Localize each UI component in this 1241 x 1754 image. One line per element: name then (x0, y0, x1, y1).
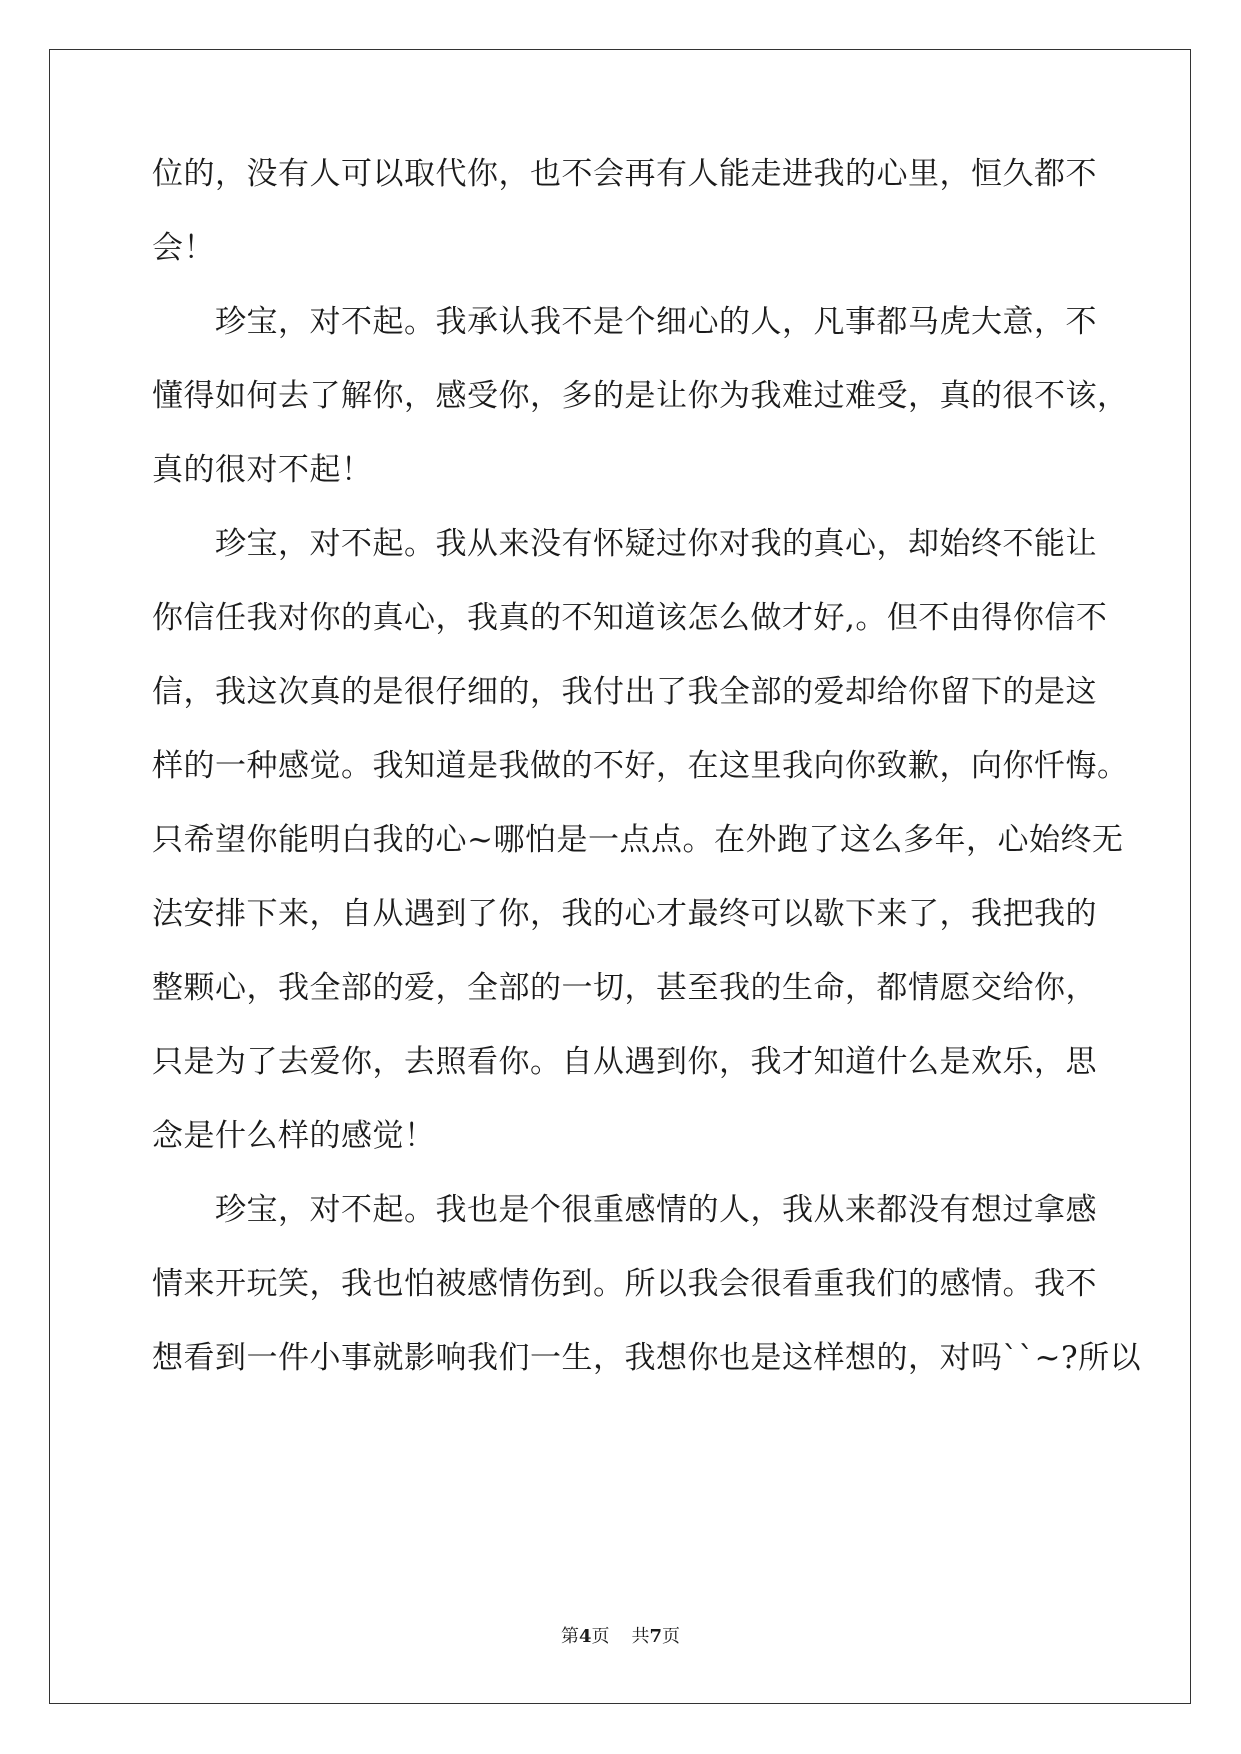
footer-page-suffix: 页 (591, 1626, 610, 1647)
text-line: 会！ (152, 230, 215, 266)
footer-prefix: 第 (560, 1626, 579, 1647)
text-line: 整颗心，我全部的爱，全部的一切，甚至我的生命，都情愿交给你， (152, 970, 1097, 1006)
paragraph-start-line: 珍宝，对不起。我承认我不是个细心的人，凡事都马虎大意，不 (215, 304, 1097, 340)
text-line: 只希望你能明白我的心~哪怕是一点点。在外跑了这么多年，心始终无 (152, 822, 1124, 858)
text-line: 样的一种感觉。我知道是我做的不好，在这里我向你致歉，向你忏悔。 (152, 748, 1129, 784)
total-pages-number: 7 (649, 1626, 663, 1647)
text-line: 念是什么样的感觉！ (152, 1118, 436, 1154)
page-border (49, 49, 1191, 1704)
text-line: 只是为了去爱你，去照看你。自从遇到你，我才知道什么是欢乐，思 (152, 1044, 1097, 1080)
footer-total-prefix: 共 (631, 1626, 650, 1647)
text-line: 法安排下来，自从遇到了你，我的心才最终可以歇下来了，我把我的 (152, 896, 1097, 932)
text-line: 情来开玩笑，我也怕被感情伤到。所以我会很看重我们的感情。我不 (152, 1266, 1097, 1302)
paragraph-start-line: 珍宝，对不起。我也是个很重感情的人，我从来都没有想过拿感 (215, 1192, 1097, 1228)
footer-total-suffix: 页 (662, 1626, 681, 1647)
current-page-number: 4 (578, 1626, 592, 1647)
text-line: 你信任我对你的真心，我真的不知道该怎么做才好,。但不由得你信不 (152, 600, 1108, 636)
text-line: 信，我这次真的是很仔细的，我付出了我全部的爱却给你留下的是这 (152, 674, 1097, 710)
text-line: 懂得如何去了解你，感受你，多的是让你为我难过难受，真的很不该， (152, 378, 1129, 414)
text-line: 真的很对不起！ (152, 452, 373, 488)
paragraph-start-line: 珍宝，对不起。我从来没有怀疑过你对我的真心，却始终不能让 (215, 526, 1097, 562)
text-line: 位的，没有人可以取代你，也不会再有人能走进我的心里，恒久都不 (152, 156, 1097, 192)
text-line: 想看到一件小事就影响我们一生，我想你也是这样想的，对吗``~?所以 (152, 1340, 1142, 1376)
page-footer (0, 1625, 1241, 1649)
